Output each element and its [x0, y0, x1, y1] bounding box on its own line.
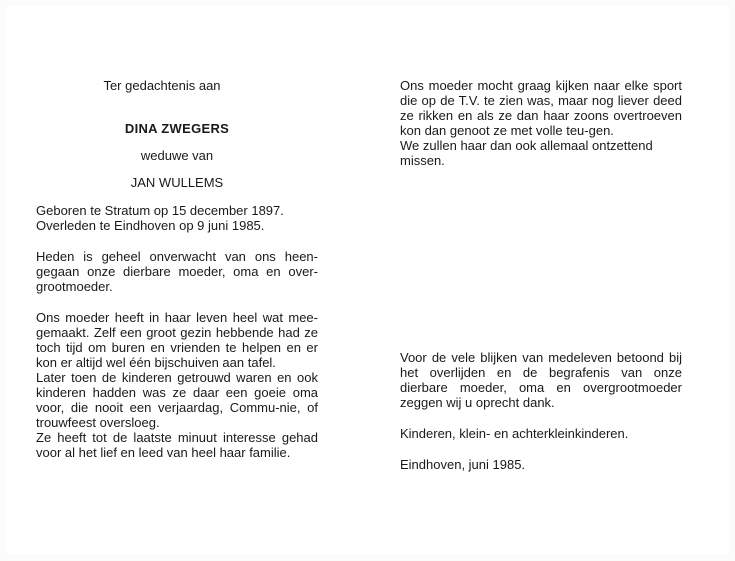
place-date: Eindhoven, juni 1985. — [400, 457, 526, 472]
birth-line: Geboren te Stratum op 15 december 1897. — [36, 203, 284, 218]
paragraph-life: Ons moeder heeft in haar leven heel wat mee-gemaakt. Zelf een groot gezin hebbende had ze toch tijd om buren en vrienden te helpen en er kon er altijd wel één bijschuiven aan tafel. — [36, 310, 318, 370]
paragraph-grandchildren: Later toen de kinderen getrouwd waren en ook kinderen hadden was ze daar een goeie oma voor, die nooit een verjaardag, Commu-nie, of trouwfeest oversloeg. — [36, 370, 318, 430]
paragraph-hobbies: Ons moeder mocht graag kijken naar elke sport die op de T.V. te zien was, maar nog liever deed ze rikken en als ze dan haar zoons overtroeven kon dan genoot ze met volle teu-gen. — [400, 78, 682, 138]
paragraph-passing: Heden is geheel onverwacht van ons heen-gegaan onze dierbare moeder, oma en over-grootmoeder. — [36, 249, 318, 294]
right-page — [400, 78, 682, 472]
thanks-text: Voor de vele blijken van medeleven betoond bij het overlijden en de begrafenis van onze dierbare moeder, oma en overgrootmoeder zeggen wij u oprecht dank. — [400, 350, 682, 410]
paragraph-interest: Ze heeft tot de laatste minuut interesse gehad voor al het lief en leed van heel haar familie. — [36, 430, 318, 460]
deceased-name: DINA ZWEGERS — [124, 121, 230, 136]
death-line: Overleden te Eindhoven op 9 juni 1985. — [36, 218, 265, 233]
left-page — [36, 78, 318, 460]
paragraph-miss: We zullen haar dan ook allemaal ontzettend missen. — [400, 138, 653, 168]
family-signature: Kinderen, klein- en achterkleinkinderen. — [400, 426, 629, 441]
husband-name: JAN WULLEMS — [130, 175, 224, 190]
widow-of-line: weduwe van — [140, 148, 214, 163]
intro-line: Ter gedachtenis aan — [103, 78, 221, 93]
